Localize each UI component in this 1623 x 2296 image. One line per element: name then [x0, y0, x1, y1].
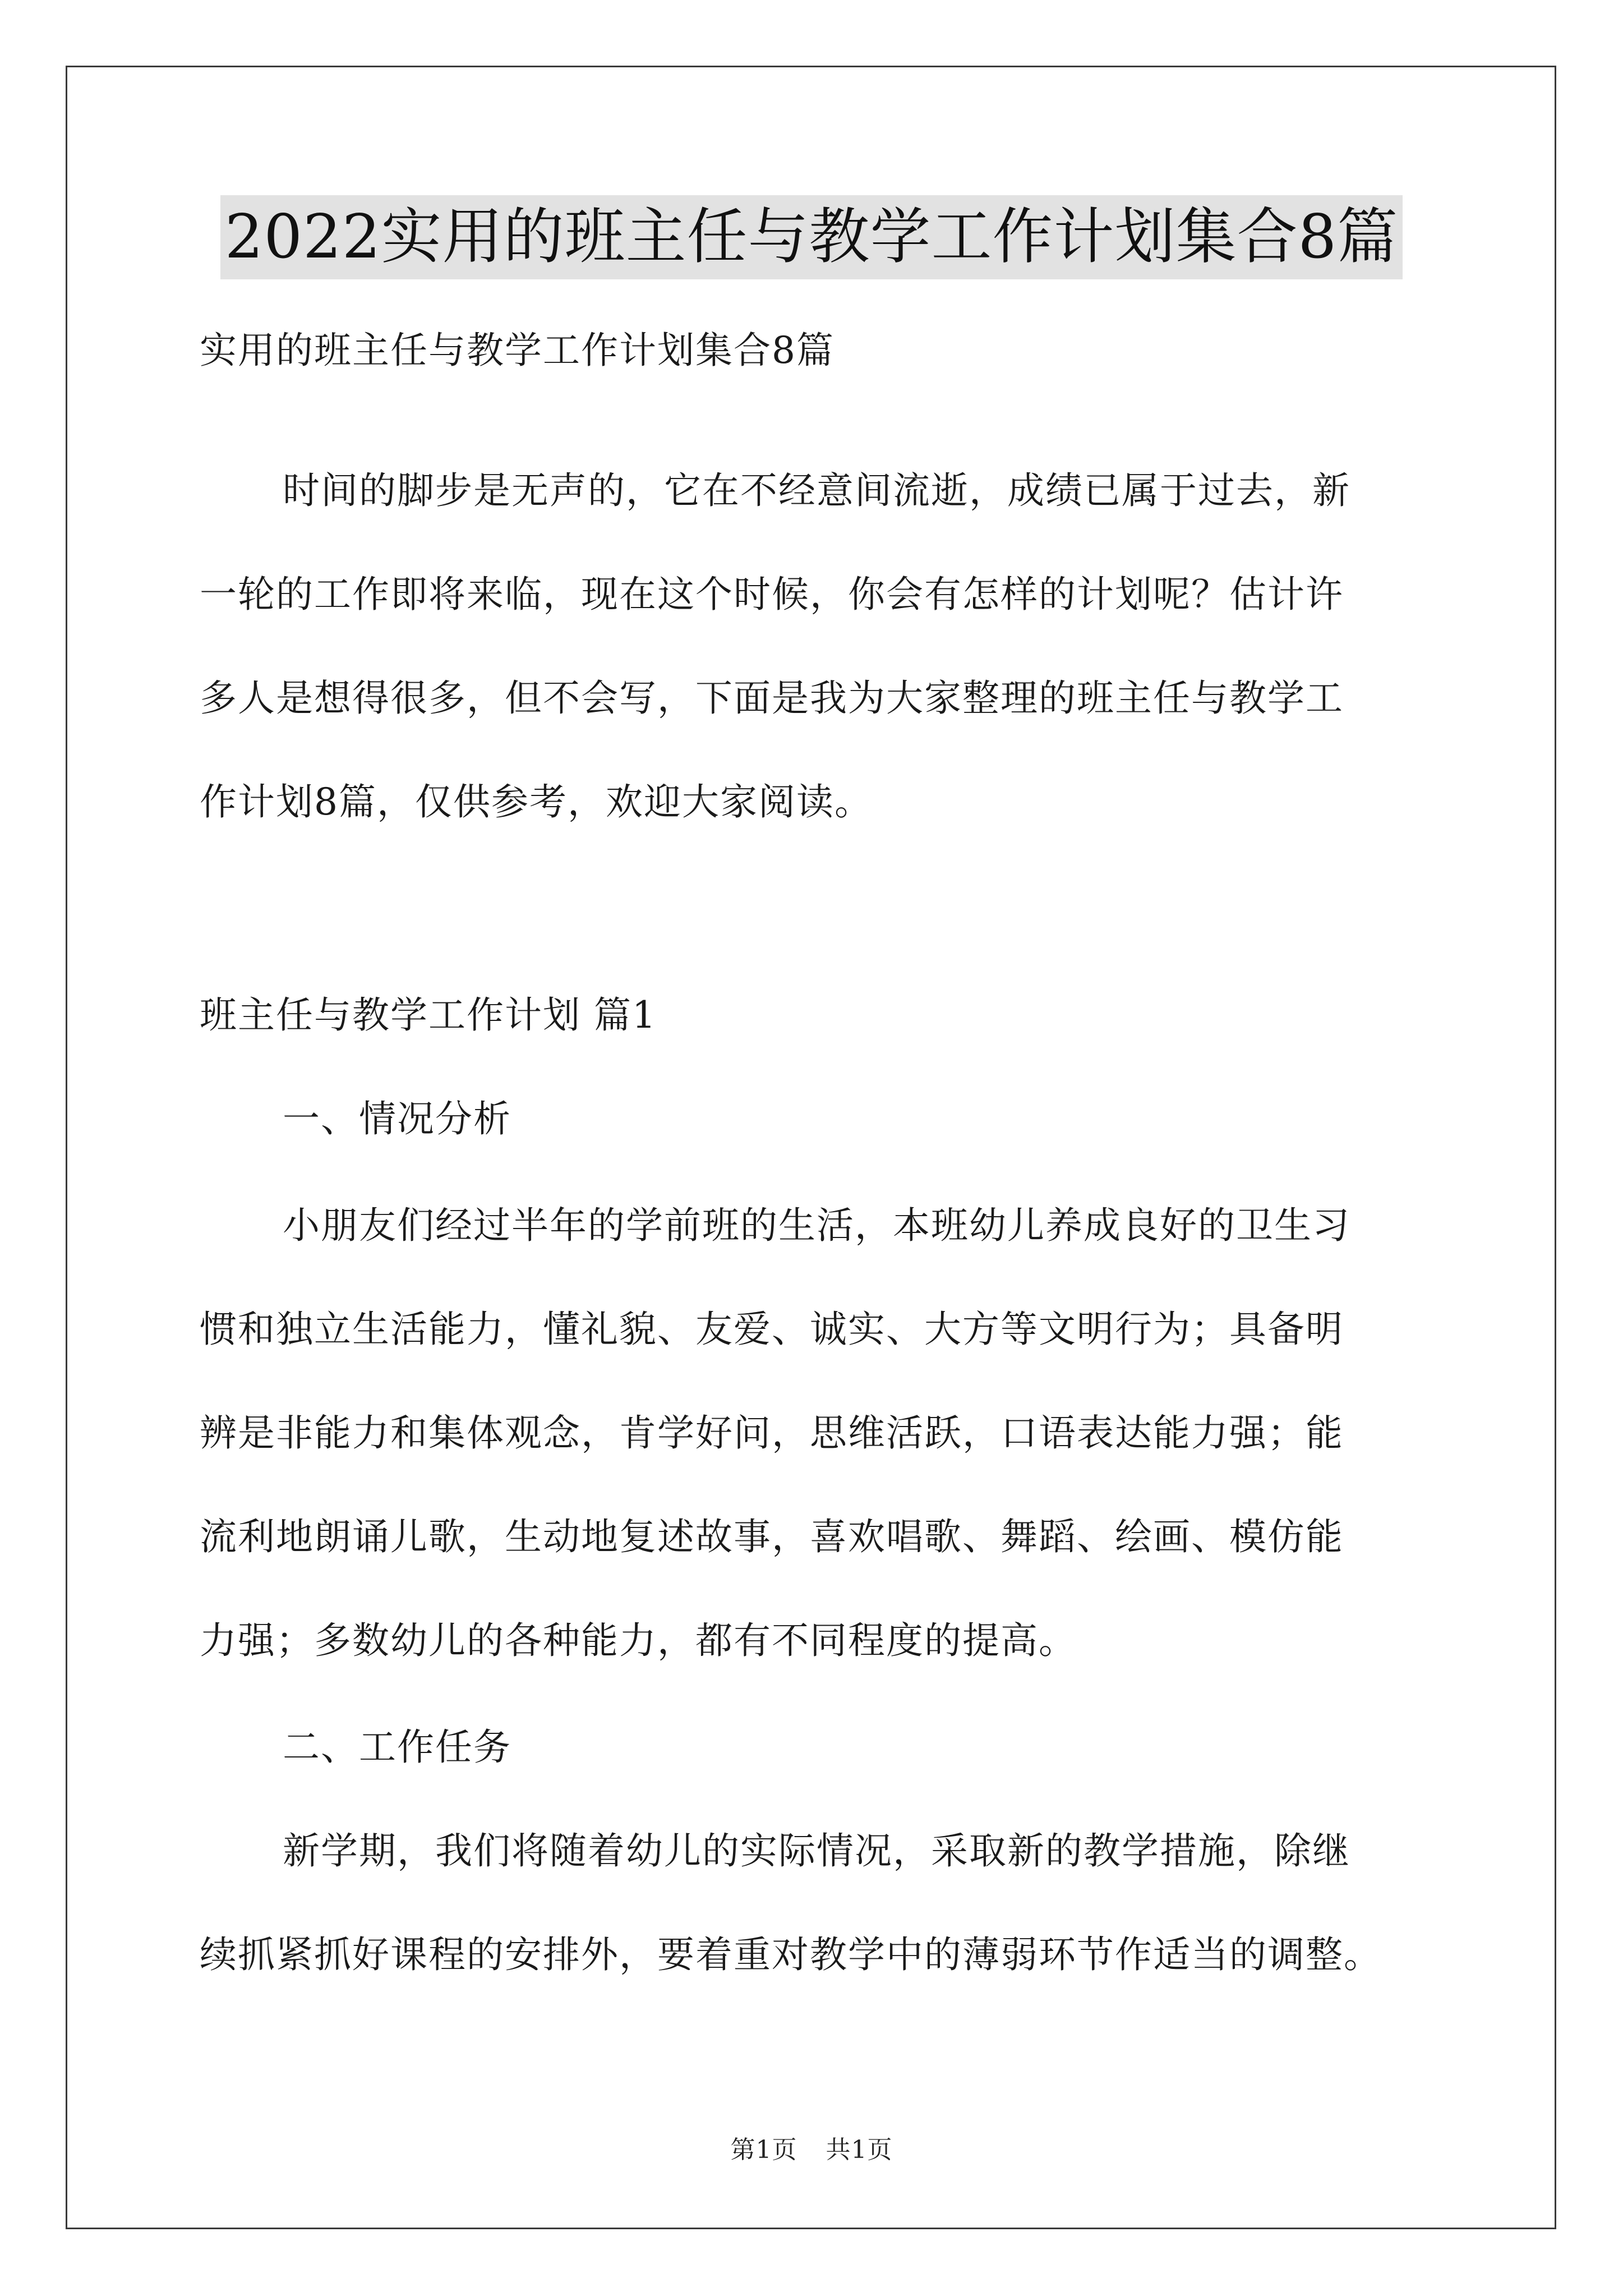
part1-line-5: 力强；多数幼儿的各种能力，都有不同程度的提高。: [200, 1619, 1077, 1662]
part1-line-4: 流利地朗诵儿歌，生动地复述故事，喜欢唱歌、舞蹈、绘画、模仿能: [200, 1515, 1344, 1558]
intro-line-2: 一轮的工作即将来临，现在这个时候，你会有怎样的计划呢？估计许: [200, 573, 1344, 616]
page-border: [66, 66, 1556, 2229]
intro-line-1: 时间的脚步是无声的，它在不经意间流逝，成绩已属于过去，新: [283, 469, 1350, 512]
part2-heading: 二、工作任务: [283, 1726, 511, 1769]
section-heading: 班主任与教学工作计划 篇1: [200, 993, 657, 1037]
document-title: 2022实用的班主任与教学工作计划集合8篇: [220, 195, 1403, 279]
part1-line-3: 辨是非能力和集体观念，肯学好问，思维活跃，口语表达能力强；能: [200, 1411, 1344, 1455]
part1-line-2: 惯和独立生活能力，懂礼貌、友爱、诚实、大方等文明行为；具备明: [200, 1308, 1344, 1351]
intro-line-3: 多人是想得很多，但不会写，下面是我为大家整理的班主任与教学工: [200, 677, 1344, 720]
page-footer: [0, 2129, 1623, 2165]
part1-line-1: 小朋友们经过半年的学前班的生活，本班幼儿养成良好的卫生习: [283, 1204, 1350, 1247]
document-subtitle: 实用的班主任与教学工作计划集合8篇: [200, 329, 834, 372]
page-number-current: 第1页: [730, 2136, 797, 2164]
part1-heading: 一、情况分析: [283, 1097, 511, 1140]
intro-line-4: 作计划8篇，仅供参考，欢迎大家阅读。: [200, 780, 873, 823]
part2-line-2: 续抓紧抓好课程的安排外，要着重对教学中的薄弱环节作适当的调整。: [200, 1933, 1382, 1976]
page-number-total: 共1页: [826, 2136, 893, 2164]
title-container: [0, 195, 1623, 279]
part2-line-1: 新学期，我们将随着幼儿的实际情况，采取新的教学措施，除继: [283, 1829, 1350, 1872]
